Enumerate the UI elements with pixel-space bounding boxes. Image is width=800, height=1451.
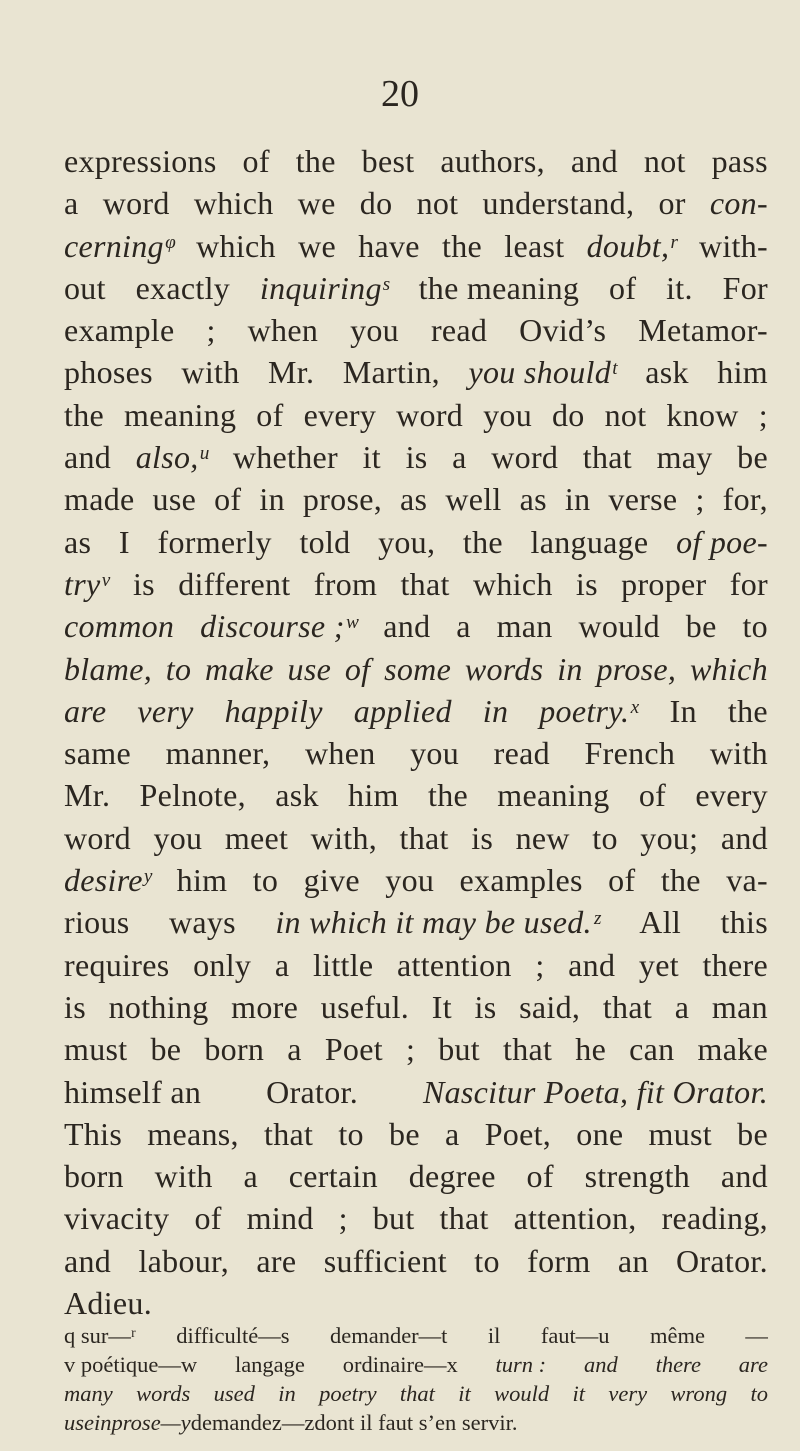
word: expressions (64, 143, 217, 179)
word: a (287, 1031, 302, 1068)
word: and (64, 1242, 112, 1279)
text-line (64, 1197, 768, 1239)
word: the (64, 396, 104, 433)
word: This (64, 1115, 123, 1152)
word: give (303, 862, 360, 899)
word: Metamor- (638, 312, 768, 349)
footnote-line (64, 1350, 768, 1379)
word: read (493, 735, 550, 772)
text-line (64, 1071, 768, 1113)
word: word (491, 439, 559, 476)
word: it (362, 439, 381, 476)
word: same (64, 735, 131, 772)
footnote-line (64, 1408, 768, 1437)
text-line (64, 732, 768, 774)
word: which (196, 227, 276, 264)
word: the (660, 862, 701, 899)
word: we (298, 227, 336, 264)
word: examples (459, 862, 583, 899)
word: not (416, 185, 459, 222)
page-number: 20 (381, 73, 419, 115)
word: the (727, 692, 768, 729)
word: you, (378, 523, 436, 560)
word: very (608, 1381, 648, 1406)
word: only (193, 946, 252, 983)
word: word (64, 819, 131, 856)
word: with (709, 735, 768, 772)
word: meet (224, 819, 289, 856)
word: be (737, 1115, 768, 1152)
word: même (650, 1323, 705, 1348)
word: you (385, 862, 435, 899)
text-line (64, 563, 768, 605)
word: little (312, 946, 374, 983)
word: himself an (64, 1073, 202, 1110)
word: use (287, 650, 332, 687)
word: be (389, 1115, 420, 1152)
word: more (231, 988, 299, 1025)
word: are (738, 1352, 768, 1377)
word: you (350, 312, 399, 349)
word: but (438, 1031, 480, 1068)
word: phoses (64, 354, 153, 391)
word: with (154, 1158, 213, 1195)
word: language (530, 523, 649, 560)
word: the (428, 777, 469, 814)
word: ways (168, 904, 236, 941)
word: demander—t (329, 1323, 448, 1348)
word: attention, (513, 1200, 637, 1237)
word: Nascitur Poeta, fit Orator. (422, 1073, 768, 1110)
word: many (64, 1381, 113, 1406)
word: with (181, 354, 240, 391)
word: the (462, 523, 503, 560)
word: prose, (596, 650, 677, 687)
word: of (608, 862, 636, 899)
word: is (575, 565, 598, 602)
word: ordinaire—x (342, 1352, 458, 1377)
word: Martin, (342, 354, 440, 391)
word: born (64, 1158, 124, 1195)
word: word (102, 185, 170, 222)
word: that (264, 1115, 314, 1152)
word: prose, (302, 481, 383, 518)
word: when (304, 735, 376, 772)
word: to (252, 862, 279, 899)
word: example (64, 312, 175, 349)
word: it (572, 1381, 585, 1406)
word: in (278, 1381, 296, 1406)
word: ; (758, 396, 768, 433)
word: be (685, 608, 717, 645)
word: to (474, 1242, 500, 1279)
word: common (64, 608, 175, 645)
text-line (64, 648, 768, 690)
word: and (383, 608, 431, 645)
word: va- (726, 862, 768, 899)
word: whether (232, 439, 338, 476)
word: poetry.ˣ (539, 692, 639, 729)
word: All (639, 904, 682, 941)
word: Ovid’s (519, 312, 607, 349)
text-line (64, 944, 768, 986)
word: do (359, 185, 393, 222)
word: is (405, 439, 428, 476)
word: are (256, 1242, 297, 1279)
word: you (410, 735, 460, 772)
text-line (64, 605, 768, 647)
word: that (503, 1031, 553, 1068)
word: with- (698, 227, 768, 264)
word: an (617, 1242, 649, 1279)
word: to (165, 650, 192, 687)
word: some (384, 650, 452, 687)
word: is (474, 988, 497, 1025)
word: form (527, 1242, 591, 1279)
word: happily (224, 692, 323, 729)
word: and (64, 439, 112, 476)
word: ; (535, 946, 545, 983)
text-line (64, 267, 768, 309)
word: in (259, 481, 285, 518)
word: which (193, 185, 274, 222)
text-line (64, 309, 768, 351)
word: also,ᵘ (135, 439, 209, 476)
word: authors, (440, 143, 545, 179)
word: of (609, 269, 637, 306)
word: tryᵛ (64, 565, 110, 602)
footnote-line (64, 1321, 768, 1350)
word: strength (584, 1158, 691, 1195)
word: is (471, 819, 494, 856)
word: certain (288, 1158, 378, 1195)
word: useful. (320, 988, 410, 1025)
text-line (64, 351, 768, 393)
word: must (64, 1031, 128, 1068)
word: this (720, 904, 768, 941)
word: nothing (108, 988, 209, 1025)
word: you (483, 396, 532, 433)
word: man (711, 988, 768, 1025)
word: poetry (319, 1381, 377, 1406)
word: that (399, 819, 449, 856)
word: attention (397, 946, 512, 983)
word: a (274, 946, 290, 983)
word: words (136, 1381, 191, 1406)
word: requires (64, 946, 170, 983)
word: Orator. (676, 1242, 768, 1279)
word: he (575, 1031, 607, 1068)
word: have (358, 227, 420, 264)
word: do (552, 396, 585, 433)
word: ; (338, 1200, 348, 1237)
footnotes (64, 1321, 768, 1437)
word: it (458, 1381, 471, 1406)
word: which (472, 565, 553, 602)
word: meaning (124, 396, 237, 433)
word: best (361, 143, 415, 179)
word: Orator. (266, 1073, 359, 1110)
word: as (400, 481, 428, 518)
text-line (64, 182, 768, 224)
word: be (150, 1031, 182, 1068)
text-line (64, 225, 768, 267)
word: of (638, 777, 667, 814)
word: make (205, 650, 274, 687)
word: exactly (135, 269, 231, 306)
word: Pelnote, (139, 777, 246, 814)
word: there (702, 946, 768, 983)
text-line (64, 436, 768, 478)
word: you; (640, 819, 699, 856)
word: Adieu. (64, 1285, 153, 1322)
word: q sur—ʳ (64, 1323, 136, 1348)
text-line (64, 478, 768, 520)
word: doubt,ʳ (586, 227, 677, 264)
word: him (176, 862, 228, 899)
word: applied (353, 692, 452, 729)
word: faut—u (540, 1323, 610, 1348)
word: of (242, 143, 270, 179)
word: out (64, 269, 106, 306)
word: In (669, 692, 697, 729)
word: demandez—z (190, 1410, 315, 1435)
word: inquiringˢ (259, 269, 389, 306)
word: in (557, 650, 583, 687)
text-line (64, 901, 768, 943)
word: difficulté—s (176, 1323, 290, 1348)
word: Mr. (268, 354, 315, 391)
word: that (582, 439, 632, 476)
word: il (487, 1323, 501, 1348)
word: It (431, 988, 452, 1025)
word: desireʸ (64, 862, 152, 899)
word: of (526, 1158, 554, 1195)
word: as (64, 523, 92, 560)
word: yet (638, 946, 679, 983)
text-line (64, 521, 768, 563)
word: for (729, 565, 768, 602)
word: Poet (324, 1031, 383, 1068)
word: of (256, 396, 284, 433)
word: is (132, 565, 155, 602)
word: for, (722, 481, 768, 518)
word: that (602, 988, 653, 1025)
text-line (64, 1113, 768, 1155)
word: is (64, 988, 86, 1025)
word: not (643, 143, 686, 179)
word: be (737, 439, 768, 476)
word: every (303, 396, 377, 433)
word: wrong (670, 1381, 728, 1406)
word: made (64, 481, 135, 518)
word: a (64, 185, 79, 222)
word: of poe- (676, 523, 768, 560)
word: the (442, 227, 483, 264)
word: in (564, 481, 591, 518)
word: means, (147, 1115, 239, 1152)
word: cerningᵠ (64, 227, 174, 264)
word: and (570, 143, 618, 179)
word: langage (234, 1352, 305, 1377)
word: use (64, 1410, 94, 1435)
word: to (592, 819, 618, 856)
word: read (430, 312, 488, 349)
word: a (243, 1158, 258, 1195)
text-line (64, 690, 768, 732)
word: must (648, 1115, 712, 1152)
word: that (400, 565, 450, 602)
word: would (578, 608, 660, 645)
word: of (344, 650, 371, 687)
word: ; (405, 1031, 416, 1068)
word: not (604, 396, 647, 433)
word: but (372, 1200, 415, 1237)
word: of (214, 481, 242, 518)
word: and (568, 946, 616, 983)
word: and (720, 819, 768, 856)
word: different (178, 565, 291, 602)
word: v poétique—w (64, 1352, 198, 1377)
word: proper (621, 565, 707, 602)
word: when (247, 312, 319, 349)
word: one (576, 1115, 624, 1152)
word: use (152, 481, 197, 518)
word: to (338, 1115, 364, 1152)
word: every (695, 777, 768, 814)
word: ; (206, 312, 216, 349)
word: may (656, 439, 713, 476)
word: least (504, 227, 565, 264)
text-line (64, 394, 768, 436)
word: and (583, 1352, 618, 1377)
word: turn : (495, 1352, 547, 1377)
word: can (629, 1031, 675, 1068)
word: would (494, 1381, 550, 1406)
text-line (64, 986, 768, 1028)
word: that (439, 1200, 489, 1237)
word: meaning (497, 777, 610, 814)
text-line (64, 1028, 768, 1070)
word: used (213, 1381, 255, 1406)
text-line (64, 140, 768, 182)
word: pass (711, 143, 768, 179)
word: vivacity (64, 1200, 170, 1237)
word: with, (310, 819, 378, 856)
word: to (750, 1381, 768, 1406)
word: are (64, 692, 107, 729)
word: to (742, 608, 768, 645)
text-line (64, 1240, 768, 1282)
text-line (64, 774, 768, 816)
word: of (194, 1200, 222, 1237)
word: in (482, 692, 509, 729)
word: from (313, 565, 378, 602)
word: you (153, 819, 203, 856)
word: For (722, 269, 768, 306)
word: told (299, 523, 351, 560)
body-text (64, 140, 768, 1324)
word: the meaning (418, 269, 580, 306)
word: new (515, 819, 570, 856)
text-line (64, 817, 768, 859)
word: con- (709, 185, 768, 222)
word: that (399, 1381, 435, 1406)
word: Mr. (64, 777, 111, 814)
word: ; (695, 481, 705, 518)
word: understand, (482, 185, 635, 222)
word: very (137, 692, 194, 729)
footnote-line (64, 1379, 768, 1408)
word: as (519, 481, 547, 518)
word: in which it may be used.ᶻ (275, 904, 600, 941)
word: Poet, (484, 1115, 552, 1152)
word: manner, (165, 735, 271, 772)
word: I (118, 523, 130, 560)
word: rious (64, 904, 130, 941)
word: French (584, 735, 676, 772)
word: and (720, 1158, 768, 1195)
word: him (717, 354, 768, 391)
word: reading, (661, 1200, 768, 1237)
word: it. (666, 269, 693, 306)
word: you shouldᵗ (468, 354, 617, 391)
word: a (456, 608, 471, 645)
word: word (396, 396, 464, 433)
word: formerly (157, 523, 272, 560)
word: sufficient (323, 1242, 447, 1279)
word: a (452, 439, 467, 476)
word: know (666, 396, 739, 433)
word: there (655, 1352, 701, 1377)
word: blame, (64, 650, 153, 687)
word: verse (608, 481, 678, 518)
word: we (297, 185, 336, 222)
text-line (64, 859, 768, 901)
word: born (204, 1031, 265, 1068)
word: a (445, 1115, 460, 1152)
word: a (674, 988, 690, 1025)
word: ask (645, 354, 689, 391)
word: which (689, 650, 768, 687)
word: well (445, 481, 502, 518)
word: — (745, 1323, 768, 1348)
word: make (697, 1031, 768, 1068)
word: man (496, 608, 553, 645)
word: prose—y (111, 1410, 191, 1435)
word: the (295, 143, 336, 179)
word: words (464, 650, 544, 687)
text-line (64, 1282, 768, 1324)
word: or (658, 185, 686, 222)
word: said, (519, 988, 581, 1025)
word: mind (246, 1200, 314, 1237)
word: dont il faut s’en servir. (314, 1410, 518, 1435)
word: discourse ;ʷ (200, 608, 358, 645)
word: labour, (138, 1242, 230, 1279)
text-line (64, 1155, 768, 1197)
word: ask (275, 777, 319, 814)
word: in (94, 1410, 112, 1435)
word: him (348, 777, 399, 814)
word: degree (408, 1158, 496, 1195)
